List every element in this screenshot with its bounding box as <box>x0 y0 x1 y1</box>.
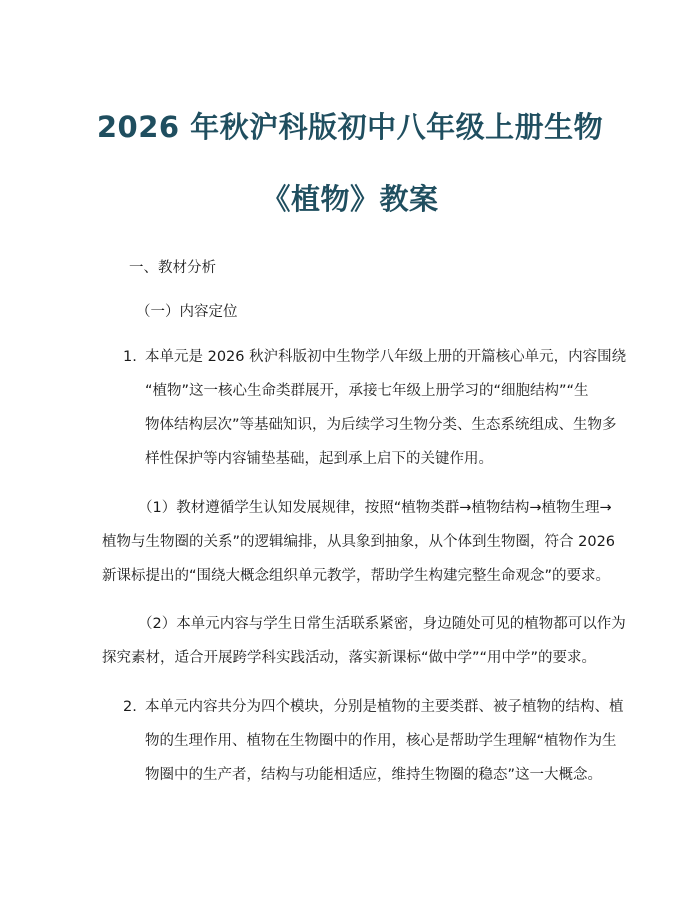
item2-line-2: 物的生理作用、植物在生物圈中的作用，核心是帮助学生理解“植物作为生 <box>145 733 617 749</box>
subsection-heading-positioning: （一）内容定位 <box>136 304 238 320</box>
list-item-number-1: 1. <box>123 349 137 365</box>
para2-line-1: （2）本单元内容与学生日常生活联系紧密，身边随处可见的植物都可以作为 <box>138 616 626 632</box>
document-title-line-1: 2026 年秋沪科版初中八年级上册生物 <box>96 110 604 144</box>
item1-line-1: 本单元是 2026 秋沪科版初中生物学八年级上册的开篇核心单元，内容围绕 <box>145 349 627 365</box>
document-title-line-2: 《植物》教案 <box>261 182 439 216</box>
item1-line-2: “植物”这一核心生命类群展开，承接七年级上册学习的“细胞结构”“生 <box>145 383 589 399</box>
section-heading-analysis: 一、教材分析 <box>129 260 216 276</box>
item2-line-3: 物圈中的生产者，结构与功能相适应，维持生物圈的稳态”这一大概念。 <box>145 767 603 783</box>
item1-line-4: 样性保护等内容铺垫基础，起到承上启下的关键作用。 <box>145 451 493 467</box>
item1-line-3: 物体结构层次”等基础知识，为后续学习生物分类、生态系统组成、生物多 <box>145 417 617 433</box>
item2-line-1: 本单元内容共分为四个模块，分别是植物的主要类群、被子植物的结构、植 <box>145 699 624 715</box>
para1-line-3: 新课标提出的“围绕大概念组织单元教学，帮助学生构建完整生命观念”的要求。 <box>102 568 611 584</box>
para1-line-1: （1）教材遵循学生认知发展规律，按照“植物类群→植物结构→植物生理→ <box>138 500 612 516</box>
list-item-number-2: 2. <box>123 699 137 715</box>
para2-line-2: 探究素材，适合开展跨学科实践活动，落实新课标“做中学”“用中学”的要求。 <box>102 650 597 666</box>
para1-line-2: 植物与生物圈的关系”的逻辑编排，从具象到抽象，从个体到生物圈，符合 2026 <box>102 534 616 550</box>
